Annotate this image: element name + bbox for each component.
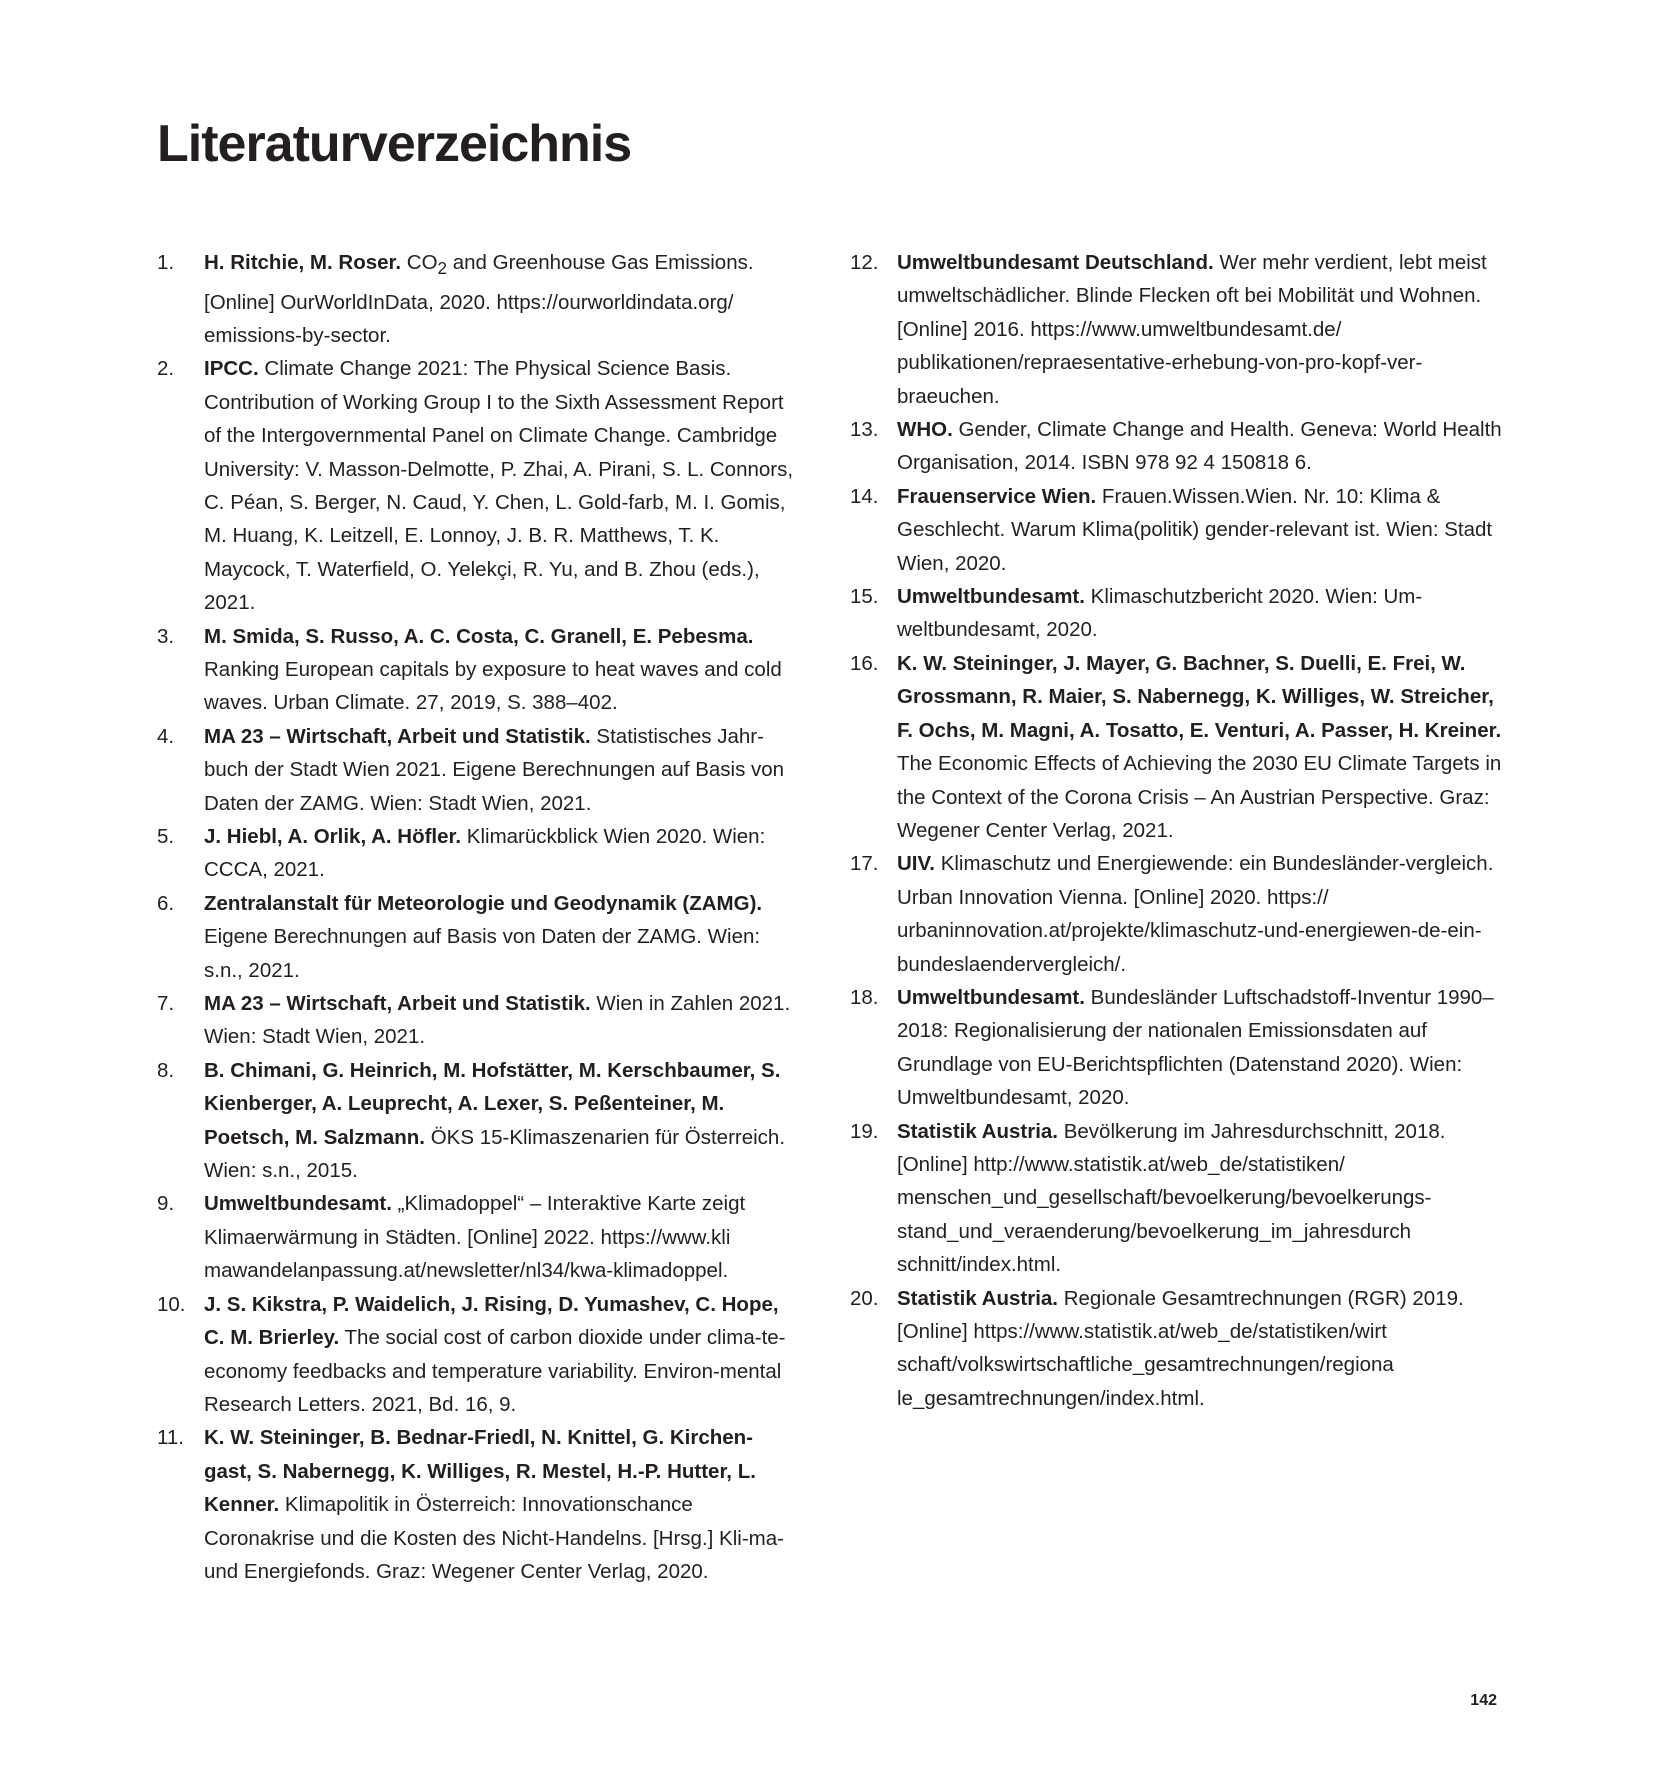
reference-text: Wer mehr verdient, lebt meist umweltschädlicher. Blinde Flecken oft bei Mobilität und Wohnen. [Online] 2016. https://www.umweltbundesamt.de/ publikationen/repraesentative-erhebung-von-pro-kopf-ver-braeuchen.	[897, 251, 1487, 408]
reference-authors: Umweltbundesamt.	[897, 585, 1085, 609]
reference-number: 1.	[157, 251, 175, 274]
reference-item	[850, 246, 1510, 413]
reference-number: 20.	[850, 1286, 879, 1310]
reference-text: Eigene Berechnungen auf Basis von Daten der ZAMG. Wien: s.n., 2021.	[204, 925, 761, 982]
reference-text: The social cost of carbon dioxide under clima-te-economy feedbacks and temperature variability. Environ-mental Research Letters. 2021, Bd. 16, 9.	[204, 1326, 786, 1416]
reference-text: Klimaschutz und Energiewende: ein Bundesländer-vergleich. Urban Innovation Vienna. [Online] 2020. https:// urbaninnovation.at/projekte/klimaschutz-und-energiewen-de-ein-bundeslaendervergleich/.	[897, 852, 1494, 976]
reference-item	[157, 987, 797, 1054]
reference-item	[157, 620, 797, 720]
reference-text: The Economic Effects of Achieving the 2030 EU Climate Targets in the Context of the Corona Crisis – An Austrian Perspective. Graz: Wegener Center Verlag, 2021.	[897, 752, 1502, 842]
reference-item	[850, 1282, 1510, 1416]
reference-item	[850, 647, 1510, 847]
reference-number: 14.	[850, 484, 879, 508]
reference-formula: CO	[406, 251, 438, 274]
reference-authors: MA 23 – Wirtschaft, Arbeit und Statistik.	[204, 992, 591, 1016]
reference-authors: K. W. Steininger, J. Mayer, G. Bachner, S. Duelli, E. Frei, W. Grossmann, R. Maier, S. Nabernegg, K. Williges, W. Streicher, F. Ochs, M. Magni, A. Tosatto, E. Venturi, A. Passer, H. Kreiner.	[897, 651, 1502, 742]
reference-authors: Statistik Austria.	[897, 1286, 1059, 1310]
reference-number: 10.	[157, 1292, 186, 1316]
reference-text: „Klimadoppel“ – Interaktive Karte zeigt Klimaerwärmung in Städten. [Online] 2022. https://www.kli mawandelanpassung.at/newsletter/nl34/kwa-klimadoppel.	[204, 1192, 746, 1283]
reference-text: Gender, Climate Change and Health. Geneva: World Health Organisation, 2014. ISBN 978 92 4 150818 6.	[897, 418, 1502, 475]
reference-authors: J. Hiebl, A. Orlik, A. Höfler.	[204, 825, 462, 848]
reference-item	[850, 1115, 1510, 1282]
reference-text: Statistisches Jahr-buch der Stadt Wien 2021. Eigene Berechnungen auf Basis von Daten der ZAMG. Wien: Stadt Wien, 2021.	[204, 724, 785, 815]
reference-item	[157, 1054, 797, 1188]
reference-text: ÖKS 15-Klimaszenarien für Österreich. Wien: s.n., 2015.	[204, 1125, 786, 1183]
reference-list-right	[850, 246, 1510, 1415]
reference-number: 18.	[850, 985, 879, 1009]
reference-item	[157, 887, 797, 987]
reference-text: Climate Change 2021: The Physical Science Basis. Contribution of Working Group I to the Sixth Assessment Report of the Intergovernmental Panel on Climate Change. Cambridge University: V. Masson-Delmotte, P. Zhai, A. Pirani, S. L. Connors, C. Péan, S. Berger, N. Caud, Y. Chen, L. Gold-farb, M. I. Gomis, M. Huang, K. Leitzell, E. Lonnoy, J. B. R. Matthews, T. K. Maycock, T. Waterfield, O. Yelekçi, R. Yu, and B. Zhou (eds.), 2021.	[204, 357, 794, 615]
reference-text: Klimarückblick Wien 2020. Wien: CCCA, 2021.	[204, 825, 766, 882]
reference-authors: K. W. Steininger, B. Bednar-Friedl, N. Knittel, G. Kirchen-gast, S. Nabernegg, K. Williges, R. Mestel, H.-P. Hutter, L. Kenner.	[204, 1426, 756, 1517]
reference-text: Bundesländer Luftschadstoff-Inventur 1990–2018: Regionalisierung der nationalen Emissionsdaten auf Grundlage von EU-Berichtspflichten (Datenstand 2020). Wien: Umweltbundesamt, 2020.	[897, 985, 1494, 1110]
reference-number: 6.	[157, 891, 175, 915]
reference-number: 3.	[157, 624, 175, 648]
reference-authors: Umweltbundesamt.	[897, 985, 1085, 1009]
reference-authors: B. Chimani, G. Heinrich, M. Hofstätter, M. Kerschbaumer, S. Kienberger, A. Leuprecht, A. Lexer, S. Peßenteiner, M. Poetsch, M. Salzmann.	[204, 1058, 781, 1149]
reference-authors: Frauenservice Wien.	[897, 484, 1097, 508]
reference-authors: WHO.	[897, 418, 953, 442]
reference-item	[850, 981, 1510, 1115]
reference-text: Bevölkerung im Jahresdurchschnitt, 2018. [Online] http://www.statistik.at/web_de/statistiken/ menschen_und_gesellschaft/bevoelkerung/bevoelkerungs-stand_und_veraenderung/bevoelkerung_im_jahresdurch schnitt/index.html.	[897, 1119, 1446, 1277]
reference-authors: UIV.	[897, 852, 935, 876]
reference-formula-subscript: 2	[437, 259, 448, 279]
reference-list-left	[157, 246, 797, 1588]
page-title: Literaturverzeichnis	[157, 115, 632, 173]
reference-item	[157, 720, 797, 820]
reference-authors: M. Smida, S. Russo, A. C. Costa, C. Granell, E. Pebesma.	[204, 624, 754, 648]
reference-authors: MA 23 – Wirtschaft, Arbeit und Statistik.	[204, 724, 591, 748]
reference-item	[850, 580, 1510, 647]
reference-number: 16.	[850, 651, 879, 675]
reference-number: 8.	[157, 1058, 175, 1082]
reference-authors: H. Ritchie, M. Roser.	[204, 251, 402, 274]
reference-authors: Umweltbundesamt.	[204, 1192, 392, 1216]
reference-number: 15.	[850, 585, 879, 609]
reference-item	[157, 352, 797, 619]
reference-authors: Umweltbundesamt Deutschland.	[897, 251, 1214, 274]
reference-item	[157, 1187, 797, 1287]
reference-text: Klimapolitik in Österreich: Innovationschance Coronakrise und die Kosten des Nicht-Handelns. [Hrsg.] Kli-ma- und Energiefonds. Graz: Wegener Center Verlag, 2020.	[204, 1493, 784, 1583]
reference-item	[157, 820, 797, 887]
reference-item	[850, 480, 1510, 580]
reference-item	[850, 413, 1510, 480]
reference-authors: Statistik Austria.	[897, 1119, 1059, 1143]
reference-text: Regionale Gesamtrechnungen (RGR) 2019. [Online] https://www.statistik.at/web_de/statistiken/wirt schaft/volkswirtschaftliche_gesamtrechnungen/regiona le_gesamtrechnungen/index.html.	[897, 1286, 1464, 1410]
reference-number: 19.	[850, 1119, 879, 1143]
reference-number: 17.	[850, 852, 879, 876]
page-number: 142	[1470, 1692, 1497, 1709]
reference-text: Ranking European capitals by exposure to heat waves and cold waves. Urban Climate. 27, 2019, S. 388–402.	[204, 657, 782, 715]
reference-number: 13.	[850, 418, 879, 442]
reference-text: and Greenhouse Gas Emissions. [Online] OurWorldInData, 2020. https://ourworldindata.org/ emissions-by-sector.	[204, 251, 754, 347]
reference-text: Klimaschutzbericht 2020. Wien: Um-weltbundesamt, 2020.	[897, 585, 1423, 642]
reference-number: 4.	[157, 724, 175, 748]
reference-item	[157, 1288, 797, 1422]
reference-number: 11.	[157, 1426, 184, 1450]
reference-item	[157, 1421, 797, 1588]
reference-number: 9.	[157, 1192, 175, 1216]
reference-number: 12.	[850, 251, 879, 274]
reference-authors: J. S. Kikstra, P. Waidelich, J. Rising, D. Yumashev, C. Hope, C. M. Brierley.	[204, 1292, 779, 1350]
reference-number: 2.	[157, 357, 175, 381]
reference-text: Wien in Zahlen 2021. Wien: Stadt Wien, 2021.	[204, 992, 791, 1049]
reference-authors: IPCC.	[204, 357, 259, 381]
reference-item	[850, 847, 1510, 981]
reference-item	[157, 246, 797, 352]
reference-number: 7.	[157, 992, 175, 1016]
reference-text: Frauen.Wissen.Wien. Nr. 10: Klima & Geschlecht. Warum Klima(politik) gender-relevant ist. Wien: Stadt Wien, 2020.	[897, 484, 1493, 575]
reference-authors: Zentralanstalt für Meteorologie und Geodynamik (ZAMG).	[204, 891, 763, 915]
reference-number: 5.	[157, 825, 175, 848]
